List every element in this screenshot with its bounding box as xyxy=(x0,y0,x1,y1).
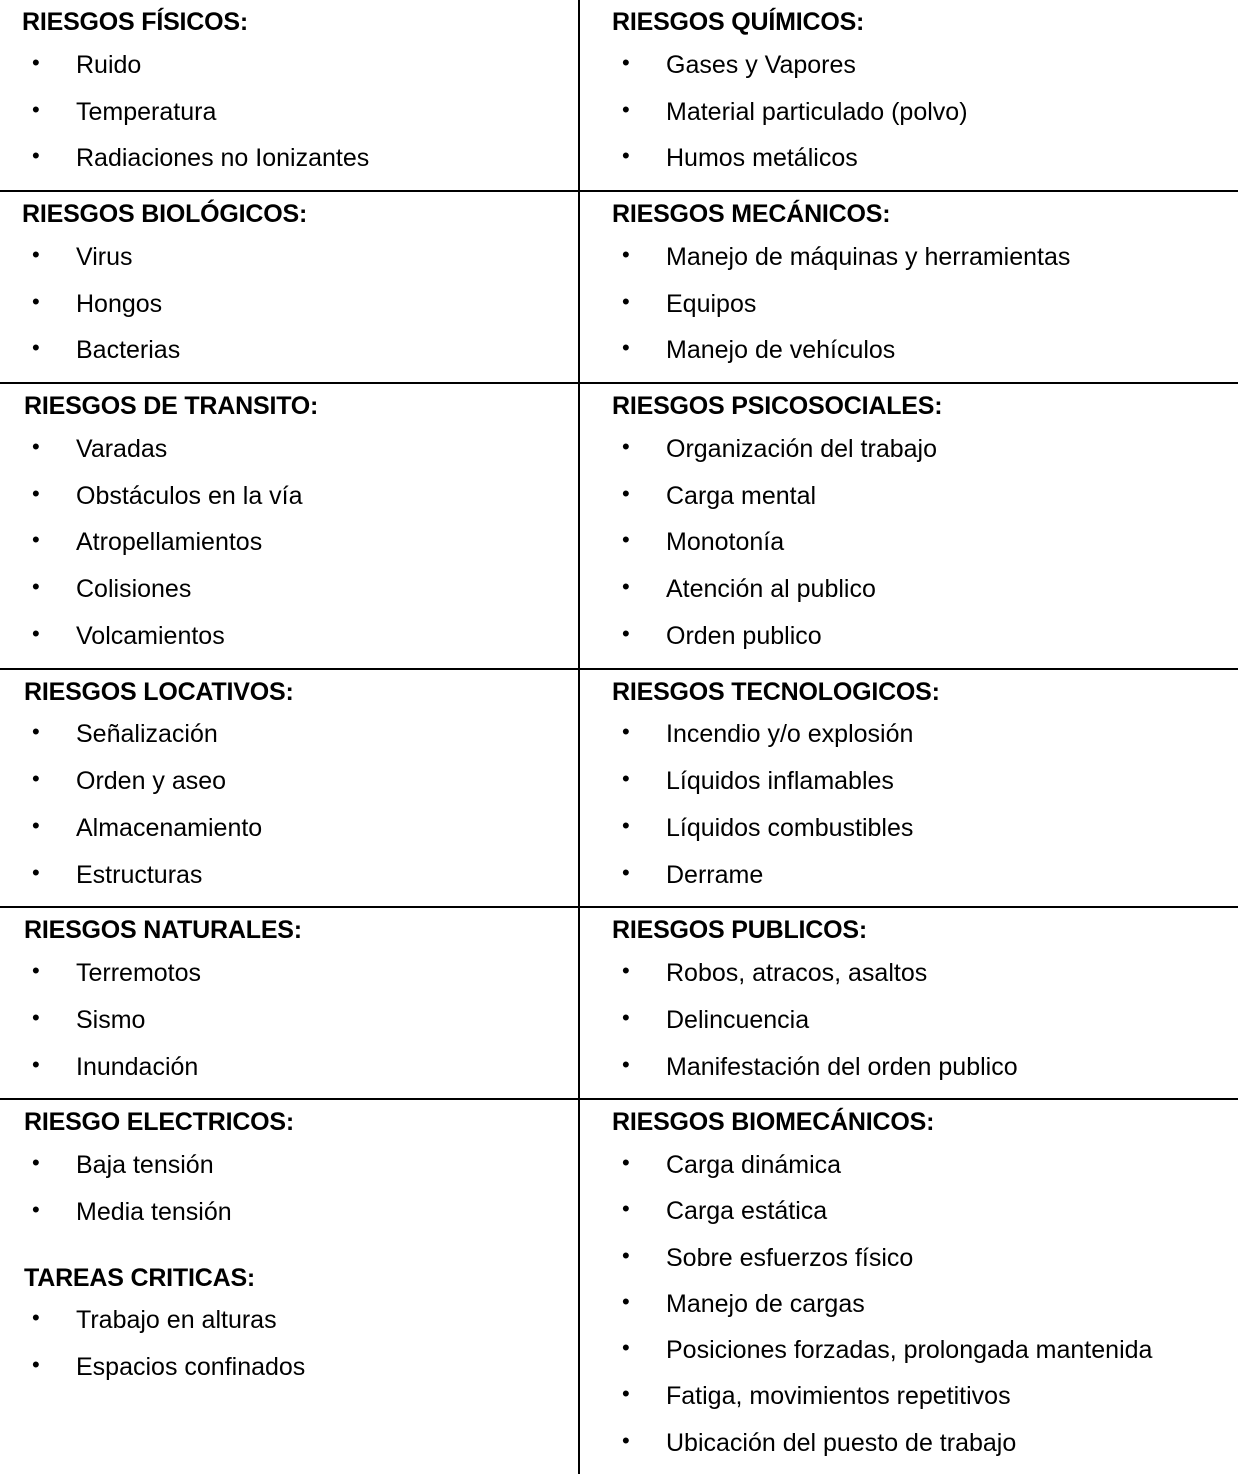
bullet-icon: • xyxy=(622,1150,630,1175)
list-item xyxy=(594,852,1236,899)
bullet-icon: • xyxy=(32,241,40,267)
list-item xyxy=(4,42,574,89)
list-item xyxy=(4,234,574,281)
category-heading: RIESGOS BIOMECÁNICOS: xyxy=(612,1108,935,1137)
list-item xyxy=(594,758,1236,805)
category-heading: RIESGOS DE TRANSITO: xyxy=(24,392,319,420)
category-item-list xyxy=(4,950,574,1090)
list-item-label: Manejo de cargas xyxy=(666,1289,865,1318)
risk-cell-fisicos xyxy=(0,0,579,191)
bullet-icon: • xyxy=(622,241,630,267)
category-item-list xyxy=(4,1142,574,1236)
list-item xyxy=(594,566,1236,613)
list-item xyxy=(594,1142,1236,1188)
list-item xyxy=(4,997,574,1044)
cell-content xyxy=(0,384,578,668)
bullet-icon: • xyxy=(32,1196,40,1222)
bullet-icon: • xyxy=(622,1242,630,1268)
bullet-icon: • xyxy=(32,859,40,885)
risk-cell-locativos xyxy=(0,669,579,908)
list-item-label: Varadas xyxy=(76,434,168,463)
risk-cell-psicosociales xyxy=(579,383,1238,669)
list-item xyxy=(4,1044,574,1091)
list-item xyxy=(594,1373,1236,1419)
bullet-icon: • xyxy=(32,1051,40,1077)
list-item xyxy=(594,135,1236,182)
list-item xyxy=(594,327,1236,374)
category-heading: RIESGO ELECTRICOS: xyxy=(24,1108,295,1137)
list-item-label: Atropellamientos xyxy=(76,528,263,557)
list-item xyxy=(594,805,1236,852)
list-item-label: Organización del trabajo xyxy=(666,434,937,463)
list-item xyxy=(4,426,574,473)
cell-content xyxy=(580,192,1238,382)
bullet-icon: • xyxy=(32,1305,40,1331)
list-item-label: Equipos xyxy=(666,289,757,318)
list-item xyxy=(594,1044,1236,1091)
category-item-list xyxy=(594,1142,1236,1466)
bullet-icon: • xyxy=(32,335,40,361)
cell-content xyxy=(580,1100,1238,1474)
cell-content xyxy=(0,192,578,382)
bullet-icon: • xyxy=(622,1051,630,1077)
risk-cell-publicos xyxy=(579,907,1238,1099)
bullet-icon: • xyxy=(32,288,40,314)
list-item xyxy=(4,1297,574,1344)
list-item xyxy=(594,426,1236,473)
bullet-icon: • xyxy=(622,96,630,122)
list-item-label: Ubicación del puesto de trabajo xyxy=(666,1428,1017,1457)
bullet-icon: • xyxy=(32,812,40,838)
list-item-label: Trabajo en alturas xyxy=(76,1306,277,1335)
list-item xyxy=(4,711,574,758)
bullet-icon: • xyxy=(622,288,630,314)
list-item xyxy=(4,281,574,328)
list-item xyxy=(594,519,1236,566)
list-item-label: Orden publico xyxy=(666,621,822,650)
bullet-icon: • xyxy=(32,480,40,506)
table-row xyxy=(0,1099,1238,1474)
list-item xyxy=(4,852,574,899)
list-item xyxy=(4,1344,574,1391)
list-item-label: Manejo de vehículos xyxy=(666,336,896,365)
table-row xyxy=(0,191,1238,383)
list-item-label: Terremotos xyxy=(76,959,202,987)
list-item-label: Colisiones xyxy=(76,575,192,603)
bullet-icon: • xyxy=(622,812,630,838)
list-item-label: Sismo xyxy=(76,1005,146,1034)
bullet-icon: • xyxy=(32,766,40,791)
list-item xyxy=(4,519,574,566)
bullet-icon: • xyxy=(32,49,40,75)
list-item xyxy=(594,950,1236,997)
category-item-list xyxy=(4,234,574,374)
bullet-icon: • xyxy=(32,620,40,646)
category-item-list xyxy=(4,711,574,898)
table-row xyxy=(0,0,1238,191)
risk-cell-tecnologicos xyxy=(579,669,1238,908)
category-item-list xyxy=(4,426,574,660)
list-item-label: Señalización xyxy=(76,720,218,749)
bullet-icon: • xyxy=(622,433,630,459)
bullet-icon: • xyxy=(622,1196,630,1222)
list-item xyxy=(4,566,574,613)
bullet-icon: • xyxy=(622,1004,630,1030)
list-item xyxy=(4,327,574,374)
list-item xyxy=(594,613,1236,660)
list-item xyxy=(594,1188,1236,1234)
list-item-label: Líquidos combustibles xyxy=(666,813,914,842)
list-item xyxy=(4,613,574,660)
category-item-list xyxy=(594,42,1236,182)
list-item-label: Baja tensión xyxy=(76,1151,214,1179)
bullet-icon: • xyxy=(622,335,630,361)
risk-cell-biomecanicos xyxy=(579,1099,1238,1474)
list-item-label: Posiciones forzadas, prolongada mantenida xyxy=(666,1336,1153,1364)
bullet-icon: • xyxy=(622,1335,630,1360)
list-item xyxy=(594,1281,1236,1327)
category-item-list xyxy=(594,234,1236,374)
list-item-label: Radiaciones no Ionizantes xyxy=(76,144,370,173)
bullet-icon: • xyxy=(32,433,40,459)
cell-content xyxy=(580,670,1238,907)
bullet-icon: • xyxy=(32,1150,40,1175)
list-item-label: Atención al publico xyxy=(666,575,876,603)
list-item xyxy=(4,950,574,997)
bullet-icon: • xyxy=(622,766,630,791)
risk-cell-mecanicos xyxy=(579,191,1238,383)
list-item-label: Manifestación del orden publico xyxy=(666,1052,1018,1081)
cell-content xyxy=(580,908,1238,1098)
category-heading: RIESGOS NATURALES: xyxy=(24,916,302,945)
bullet-icon: • xyxy=(32,1004,40,1030)
list-item xyxy=(594,89,1236,136)
bullet-icon: • xyxy=(622,958,630,983)
list-item-label: Gases y Vapores xyxy=(666,50,856,79)
list-item-label: Hongos xyxy=(76,289,163,318)
bullet-icon: • xyxy=(622,719,630,745)
bullet-icon: • xyxy=(32,958,40,983)
bullet-icon: • xyxy=(32,527,40,553)
risk-cell-quimicos xyxy=(579,0,1238,191)
category-heading: RIESGOS FÍSICOS: xyxy=(22,8,248,36)
bullet-icon: • xyxy=(622,574,630,599)
list-item-label: Orden y aseo xyxy=(76,767,227,795)
category-heading: RIESGOS QUÍMICOS: xyxy=(612,8,865,36)
cell-content xyxy=(0,1100,578,1399)
list-item-label: Virus xyxy=(76,242,133,271)
bullet-icon: • xyxy=(32,1352,40,1377)
bullet-icon: • xyxy=(622,480,630,506)
cell-content xyxy=(580,0,1238,190)
bullet-icon: • xyxy=(622,859,630,885)
list-item xyxy=(594,473,1236,520)
risk-cell-naturales xyxy=(0,907,579,1099)
list-item-label: Temperatura xyxy=(76,97,217,126)
list-item xyxy=(594,42,1236,89)
list-item xyxy=(4,473,574,520)
list-item-label: Sobre esfuerzos físico xyxy=(666,1243,914,1272)
list-item-label: Humos metálicos xyxy=(666,144,858,173)
category-heading: RIESGOS BIOLÓGICOS: xyxy=(22,200,308,228)
risk-cell-transito xyxy=(0,383,579,669)
list-item-label: Carga dinámica xyxy=(666,1151,842,1179)
cell-content xyxy=(0,670,578,907)
bullet-icon: • xyxy=(32,143,40,169)
list-item xyxy=(4,805,574,852)
list-item xyxy=(4,135,574,182)
bullet-icon: • xyxy=(622,1427,630,1453)
list-item-label: Fatiga, movimientos repetitivos xyxy=(666,1382,1011,1411)
subcategory-heading: TAREAS CRITICAS: xyxy=(24,1263,256,1292)
list-item-label: Estructuras xyxy=(76,860,203,889)
list-item xyxy=(594,234,1236,281)
bullet-icon: • xyxy=(622,1288,630,1314)
list-item xyxy=(4,1189,574,1236)
list-item-label: Volcamientos xyxy=(76,621,225,650)
cell-content xyxy=(580,384,1238,668)
cell-content xyxy=(0,908,578,1098)
list-item-label: Media tensión xyxy=(76,1197,232,1226)
list-item xyxy=(4,89,574,136)
bullet-icon: • xyxy=(32,719,40,745)
category-item-list xyxy=(594,426,1236,660)
list-item-label: Monotonía xyxy=(666,528,785,557)
bullet-icon: • xyxy=(622,620,630,646)
list-item-label: Bacterias xyxy=(76,336,181,365)
bullet-icon: • xyxy=(32,574,40,599)
list-item-label: Líquidos inflamables xyxy=(666,767,894,795)
cell-content xyxy=(0,0,578,190)
category-heading: RIESGOS TECNOLOGICOS: xyxy=(612,677,940,706)
list-item-label: Ruido xyxy=(76,50,142,79)
list-item-label: Obstáculos en la vía xyxy=(76,481,303,510)
subcategory-item-list xyxy=(4,1297,574,1391)
list-item-label: Incendio y/o explosión xyxy=(666,720,914,749)
risk-cell-biologicos xyxy=(0,191,579,383)
list-item xyxy=(594,281,1236,328)
list-item-label: Derrame xyxy=(666,860,764,889)
list-item-label: Espacios confinados xyxy=(76,1353,306,1381)
list-item xyxy=(4,1142,574,1189)
list-item xyxy=(594,997,1236,1044)
bullet-icon: • xyxy=(622,143,630,169)
list-item-label: Carga mental xyxy=(666,481,817,510)
category-item-list xyxy=(594,711,1236,898)
category-heading: RIESGOS PUBLICOS: xyxy=(612,916,867,945)
list-item xyxy=(594,1420,1236,1466)
list-item-label: Delincuencia xyxy=(666,1005,810,1034)
table-row xyxy=(0,383,1238,669)
bullet-icon: • xyxy=(622,527,630,553)
category-item-list xyxy=(594,950,1236,1090)
category-heading: RIESGOS LOCATIVOS: xyxy=(24,677,294,706)
list-item-label: Robos, atracos, asaltos xyxy=(666,959,928,987)
list-item xyxy=(594,711,1236,758)
category-heading: RIESGOS MECÁNICOS: xyxy=(612,200,891,228)
bullet-icon: • xyxy=(622,1381,630,1407)
list-item-label: Manejo de máquinas y herramientas xyxy=(666,242,1071,271)
bullet-icon: • xyxy=(32,96,40,122)
category-heading: RIESGOS PSICOSOCIALES: xyxy=(612,392,943,420)
list-item-label: Carga estática xyxy=(666,1197,828,1226)
risk-cell-electricos xyxy=(0,1099,579,1474)
list-item xyxy=(4,758,574,805)
list-item xyxy=(594,1235,1236,1281)
list-item-label: Material particulado (polvo) xyxy=(666,97,968,126)
bullet-icon: • xyxy=(622,49,630,75)
list-item xyxy=(594,1327,1236,1373)
table-row xyxy=(0,907,1238,1099)
table-row xyxy=(0,669,1238,908)
list-item-label: Almacenamiento xyxy=(76,813,263,842)
category-item-list xyxy=(4,42,574,182)
list-item-label: Inundación xyxy=(76,1052,199,1081)
